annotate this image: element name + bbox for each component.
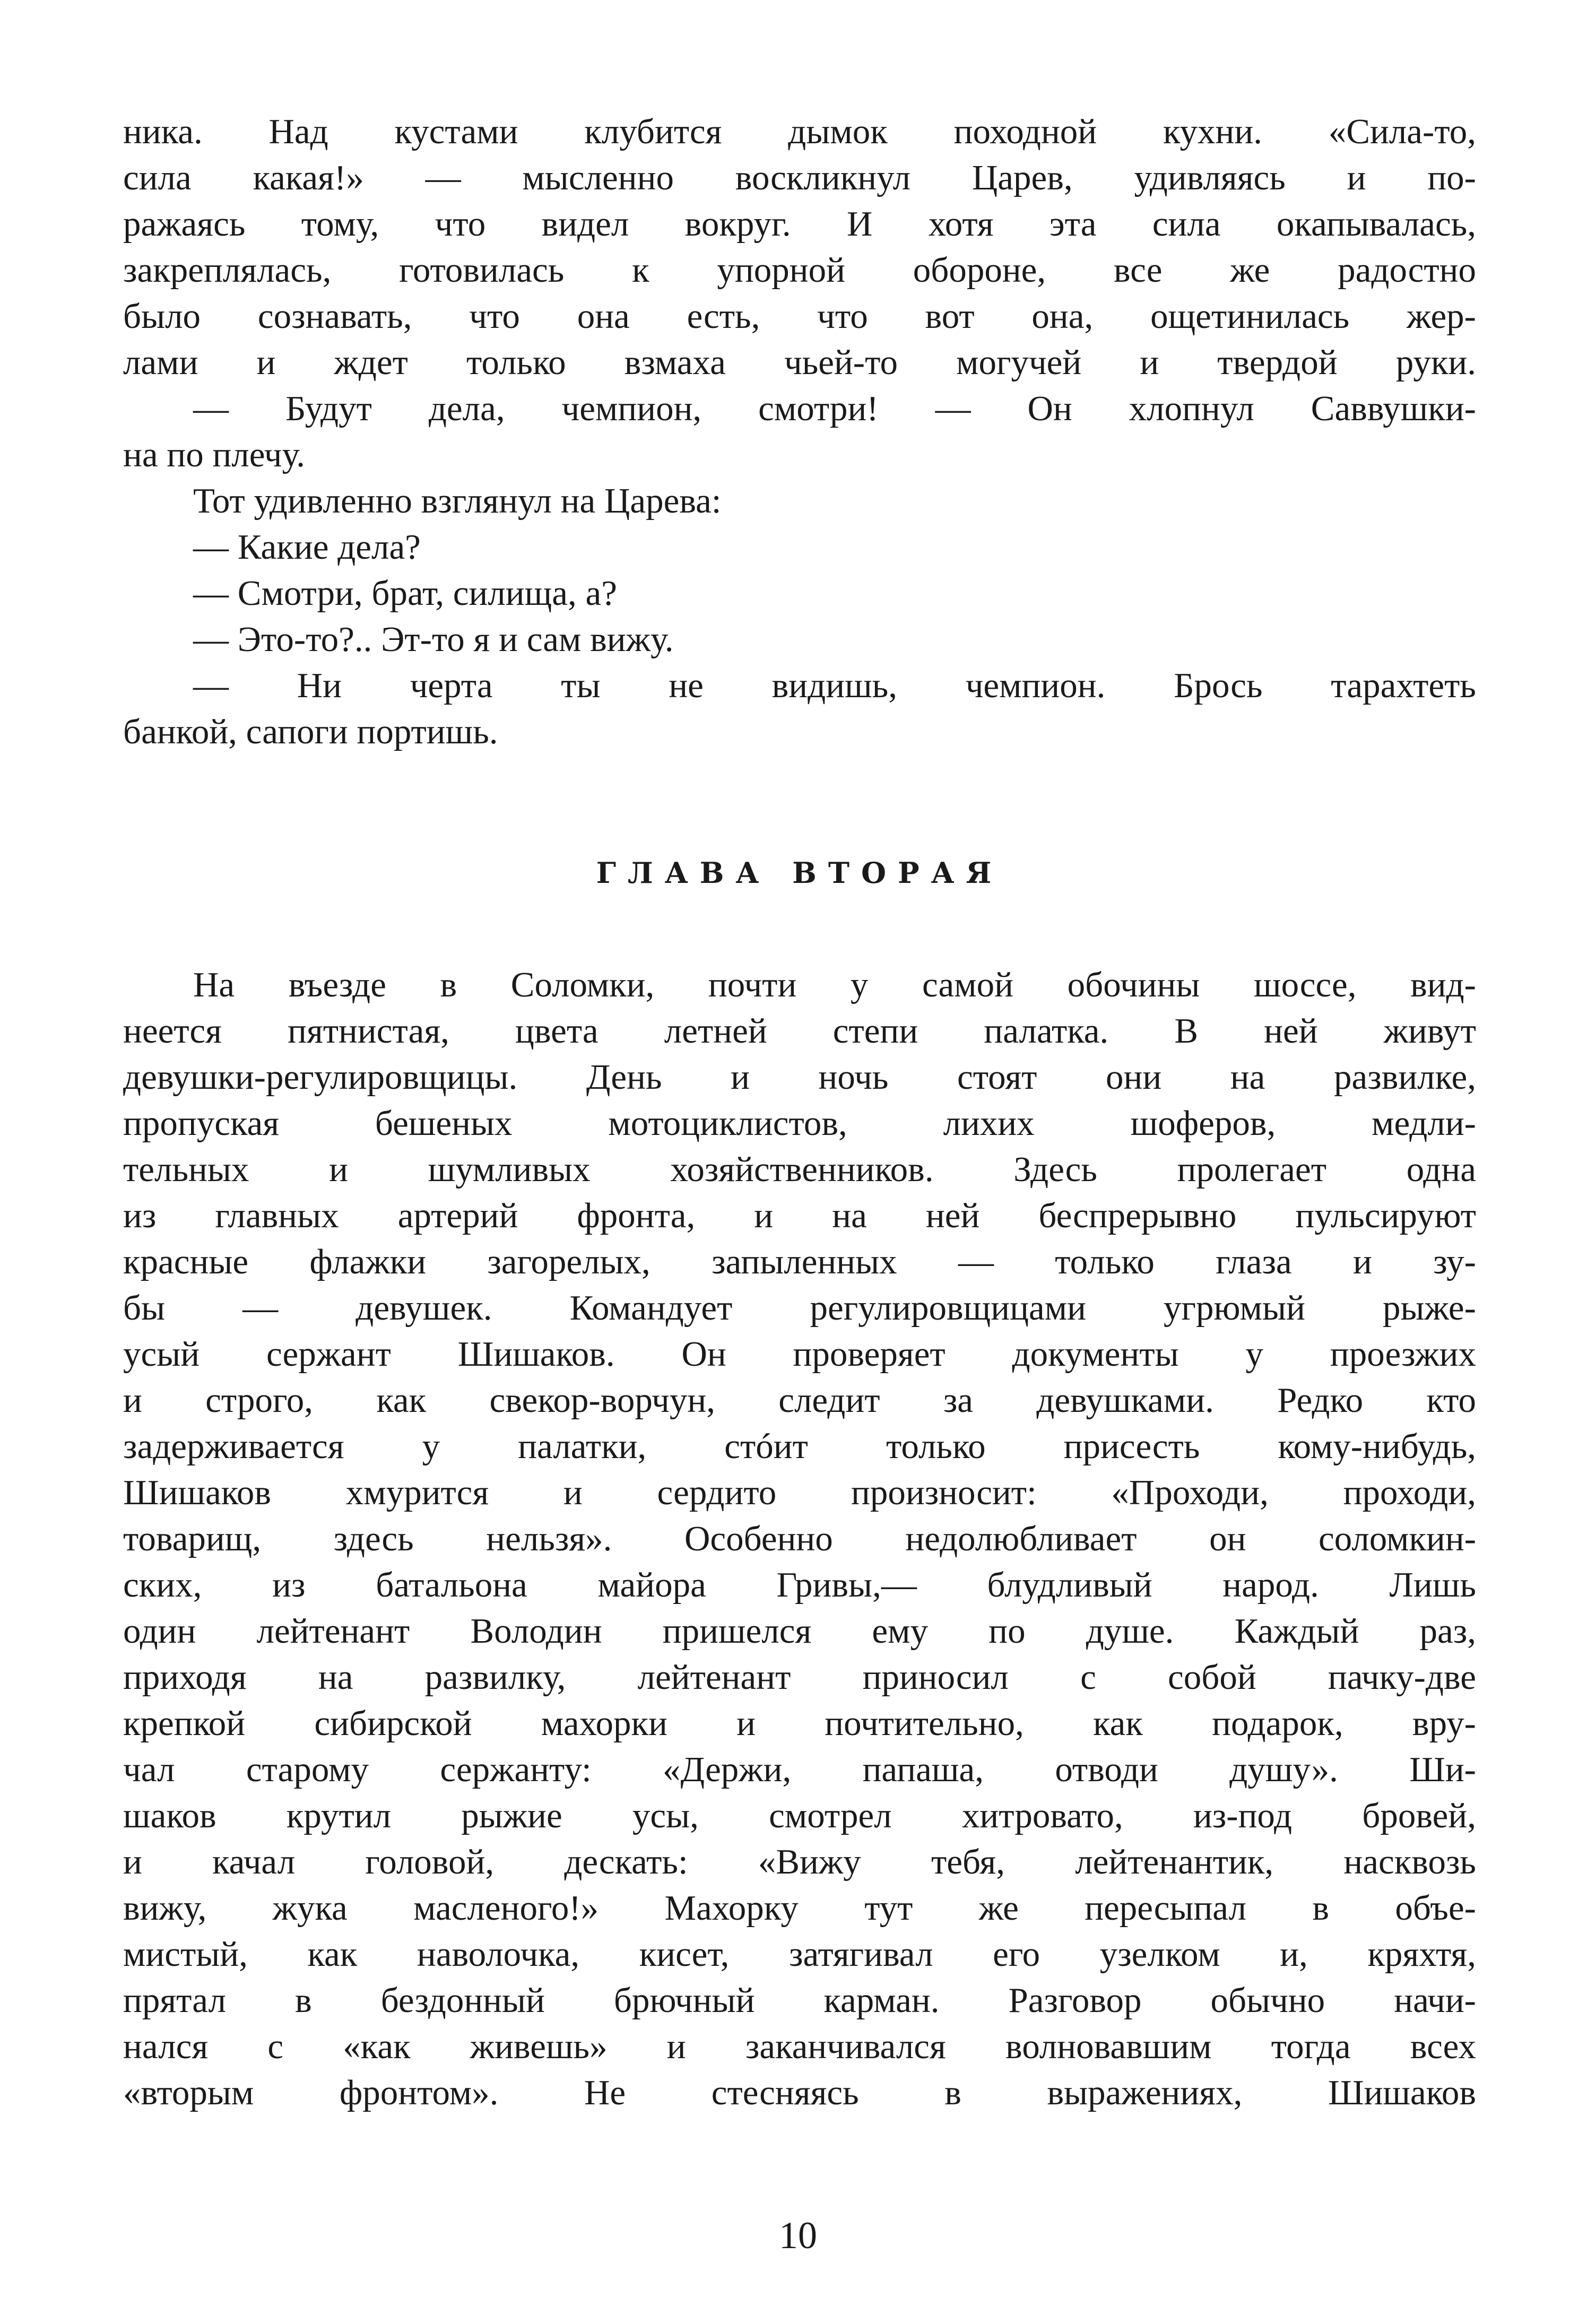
text-line: ника. Над кустами клубится дымок походной кухни. «Сила-то, xyxy=(123,112,1476,151)
text-line: нался с «как живешь» и заканчивался волновавшим тогда всех xyxy=(123,2027,1476,2066)
text-line: — Какие дела? xyxy=(193,527,421,567)
text-line: крепкой сибирской махорки и почтительно, как подарок, вру- xyxy=(123,1704,1476,1743)
text-line: сила какая!» — мысленно воскликнул Царев, удивляясь и по- xyxy=(123,158,1476,197)
text-line: прятал в бездонный брючный карман. Разговор обычно начи- xyxy=(123,1981,1476,2020)
text-line: — Смотри, брат, силища, а? xyxy=(193,574,617,613)
text-line: товарищ, здесь нельзя». Особенно недолюбливает он соломкин- xyxy=(123,1519,1476,1558)
text-block-top xyxy=(123,109,1476,755)
text-line: — Будут дела, чемпион, смотри! — Он хлопнул Саввушки- xyxy=(193,389,1476,428)
text-line: лами и ждет только взмаха чьей-то могучей и твердой руки. xyxy=(123,343,1476,382)
text-block-chapter xyxy=(123,962,1476,2116)
text-line: мистый, как наволочка, кисет, затягивал его узелком и, кряхтя, xyxy=(123,1935,1476,1974)
text-line: вижу, жука масленого!» Махорку тут же пересыпал в объе- xyxy=(123,1888,1476,1928)
text-line: на по плечу. xyxy=(123,435,306,474)
chapter-title: ГЛАВА ВТОРАЯ xyxy=(596,856,1003,890)
text-line: ражаясь тому, что видел вокруг. И хотя эта сила окапывалась, xyxy=(123,204,1476,244)
text-line: было сознавать, что она есть, что вот она, ощетинилась жер- xyxy=(123,297,1476,336)
text-line: — Ни черта ты не видишь, чемпион. Брось тарахтеть xyxy=(193,666,1476,705)
text-line: пропуская бешеных мотоциклистов, лихих шоферов, медли- xyxy=(123,1104,1476,1143)
text-line: закреплялась, готовилась к упорной обороне, все же радостно xyxy=(123,250,1476,290)
text-line: банкой, сапоги портишь. xyxy=(123,712,498,751)
text-line: На въезде в Соломки, почти у самой обочины шоссе, вид- xyxy=(193,965,1476,1004)
text-line: тельных и шумливых хозяйственников. Здесь пролегает одна xyxy=(123,1150,1476,1189)
text-line: бы — девушек. Командует регулировщицами угрюмый рыже- xyxy=(123,1288,1476,1328)
text-line: Шишаков хмурится и сердито произносит: «Проходи, проходи, xyxy=(123,1473,1476,1512)
text-line: и строго, как свекор-ворчун, следит за девушками. Редко кто xyxy=(123,1381,1476,1420)
text-line: — Это-то?.. Эт-то я и сам вижу. xyxy=(193,620,674,659)
text-line: задерживается у палатки, стóит только присесть кому-нибудь, xyxy=(123,1427,1476,1466)
text-line: чал старому сержанту: «Держи, папаша, отводи душу». Ши- xyxy=(123,1750,1476,1789)
page-number: 10 xyxy=(779,2214,817,2257)
text-line: Тот удивленно взглянул на Царева: xyxy=(193,481,722,521)
text-line: неется пятнистая, цвета летней степи палатка. В ней живут xyxy=(123,1011,1476,1051)
text-line: приходя на развилку, лейтенант приносил с собой пачку-две xyxy=(123,1658,1476,1697)
text-line: красные флажки загорелых, запыленных — только глаза и зу- xyxy=(123,1242,1476,1281)
text-line: шаков крутил рыжие усы, смотрел хитровато, из-под бровей, xyxy=(123,1796,1476,1835)
text-line: и качал головой, дескать: «Вижу тебя, лейтенантик, насквозь xyxy=(123,1842,1476,1881)
text-line: девушки-регулировщицы. День и ночь стоят они на развилке, xyxy=(123,1057,1476,1097)
text-line: из главных артерий фронта, и на ней беспрерывно пульсируют xyxy=(123,1196,1476,1235)
text-line: усый сержант Шишаков. Он проверяет документы у проезжих xyxy=(123,1334,1476,1374)
text-line: «вторым фронтом». Не стесняясь в выражениях, Шишаков xyxy=(123,2073,1476,2112)
text-line: один лейтенант Володин пришелся ему по душе. Каждый раз, xyxy=(123,1611,1476,1651)
text-line: ских, из батальона майора Гривы,— блудливый народ. Лишь xyxy=(123,1565,1476,1605)
